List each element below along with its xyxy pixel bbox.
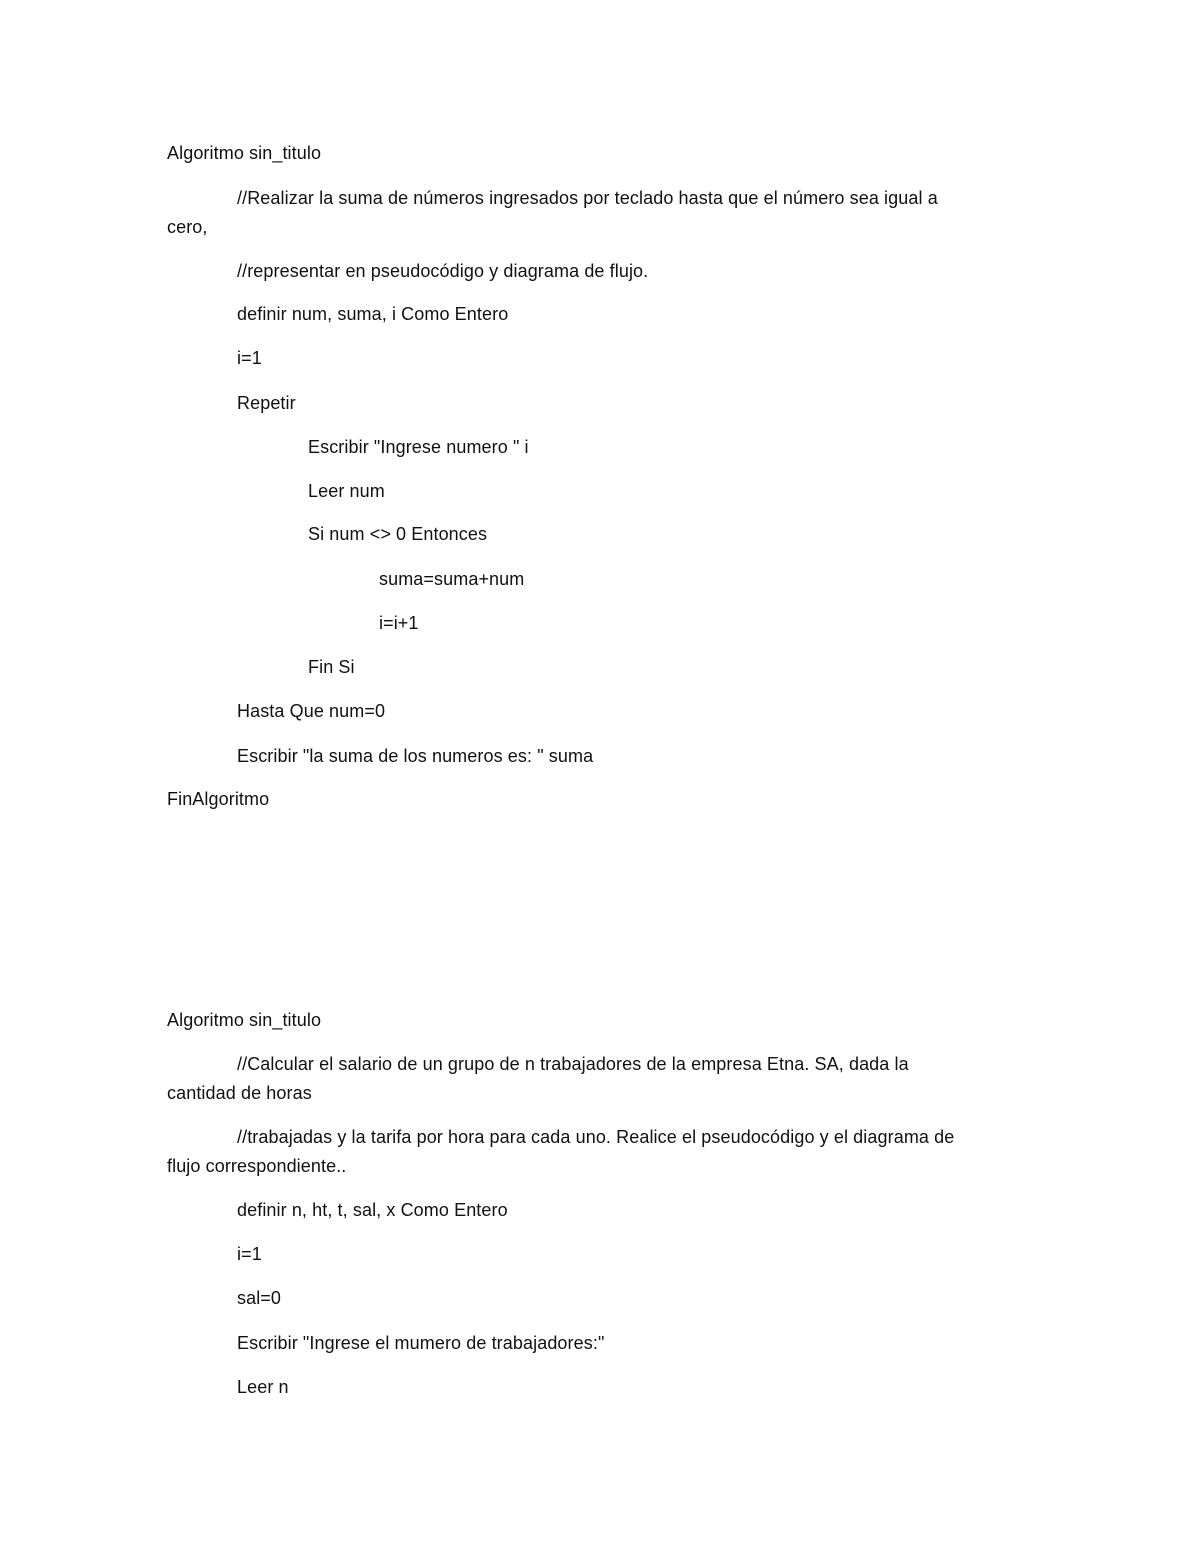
algorithm-1-comment-1: //Realizar la suma de números ingresados por teclado hasta que el número sea igual a bbox=[237, 188, 938, 208]
algorithm-1-end-if: Fin Si bbox=[308, 657, 355, 677]
algorithm-1-write-prompt: Escribir "Ingrese numero " i bbox=[308, 437, 529, 457]
algorithm-1-comment-2: //representar en pseudocódigo y diagrama de flujo. bbox=[237, 261, 649, 281]
algorithm-1-if-statement: Si num <> 0 Entonces bbox=[308, 524, 488, 544]
algorithm-1-repeat: Repetir bbox=[237, 393, 296, 413]
algorithm-1-end: FinAlgoritmo bbox=[167, 789, 270, 809]
algorithm-1-write-result: Escribir "la suma de los numeros es: " suma bbox=[237, 746, 594, 766]
algorithm-2-define-line: definir n, ht, t, sal, x Como Entero bbox=[237, 1200, 508, 1220]
algorithm-1-sum-statement: suma=suma+num bbox=[379, 569, 525, 589]
algorithm-1-comment-1-continued: cero, bbox=[167, 217, 208, 237]
algorithm-2-title: Algoritmo sin_titulo bbox=[167, 1010, 322, 1030]
algorithm-2-comment-1-continued: cantidad de horas bbox=[167, 1083, 312, 1103]
algorithm-2-comment-2-continued: flujo correspondiente.. bbox=[167, 1156, 347, 1176]
algorithm-2-init-i: i=1 bbox=[237, 1244, 262, 1264]
algorithm-1-title: Algoritmo sin_titulo bbox=[167, 143, 322, 163]
algorithm-1-read-num: Leer num bbox=[308, 481, 385, 501]
algorithm-1-increment-statement: i=i+1 bbox=[379, 613, 419, 633]
algorithm-2-comment-2: //trabajadas y la tarifa por hora para cada uno. Realice el pseudocódigo y el diagrama de bbox=[237, 1127, 955, 1147]
algorithm-2-init-sal: sal=0 bbox=[237, 1288, 282, 1308]
algorithm-1-until: Hasta Que num=0 bbox=[237, 701, 386, 721]
algorithm-2-write-prompt: Escribir "Ingrese el mumero de trabajadores:" bbox=[237, 1333, 605, 1353]
algorithm-2-comment-1: //Calcular el salario de un grupo de n trabajadores de la empresa Etna. SA, dada la bbox=[237, 1054, 909, 1074]
algorithm-2-read-n: Leer n bbox=[237, 1377, 289, 1397]
algorithm-1-init-i: i=1 bbox=[237, 348, 262, 368]
algorithm-1-define-line: definir num, suma, i Como Entero bbox=[237, 304, 509, 324]
